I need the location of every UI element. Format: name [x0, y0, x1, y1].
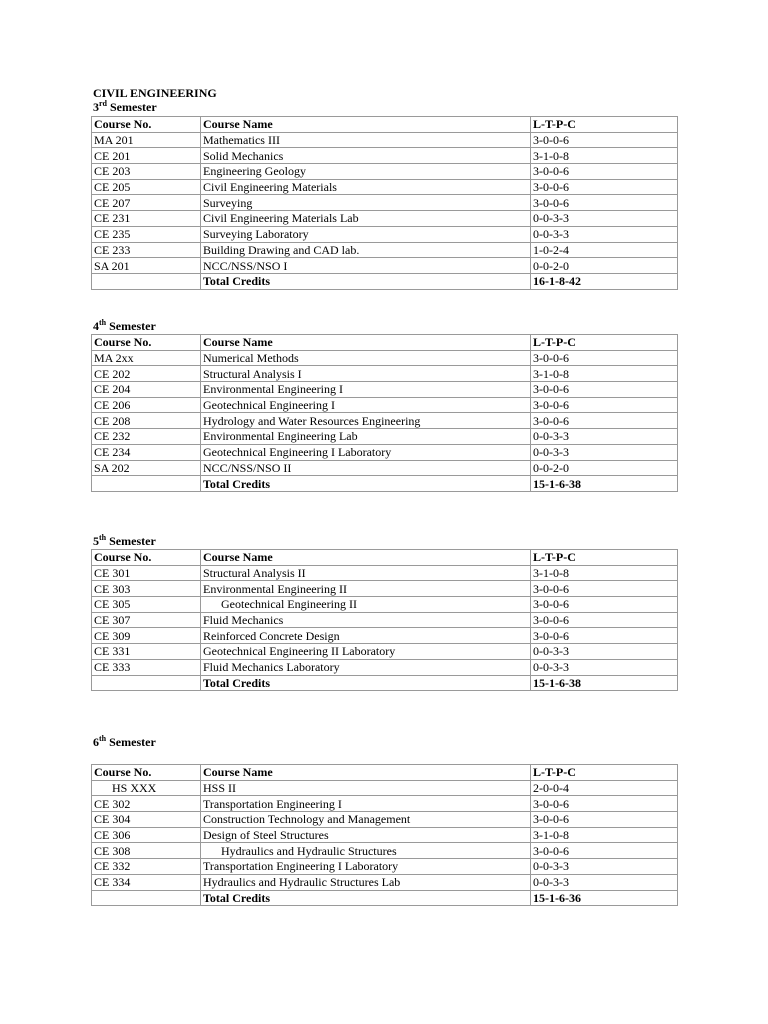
course-name: Building Drawing and CAD lab.	[201, 242, 531, 258]
ltpc: 1-0-2-4	[531, 242, 678, 258]
total-label: Total Credits	[201, 476, 531, 492]
course-name: Reinforced Concrete Design	[201, 628, 531, 644]
total-label: Total Credits	[201, 675, 531, 691]
semester-number: 5	[93, 534, 99, 548]
course-no: CE 207	[92, 195, 201, 211]
course-name: Geotechnical Engineering II	[201, 597, 531, 613]
course-name: Environmental Engineering Lab	[201, 429, 531, 445]
ltpc: 0-0-2-0	[531, 258, 678, 274]
table-row	[92, 796, 678, 812]
semester-label: Semester	[110, 100, 157, 114]
col-course-name: Course Name	[201, 335, 531, 351]
course-no: CE 331	[92, 644, 201, 660]
table-row	[92, 460, 678, 476]
table-row	[92, 780, 678, 796]
total-label: Total Credits	[201, 273, 531, 289]
col-course-no: Course No.	[92, 335, 201, 351]
course-name: Structural Analysis I	[201, 366, 531, 382]
semester-number: 6	[93, 735, 99, 749]
course-no: CE 202	[92, 366, 201, 382]
course-no: CE 205	[92, 179, 201, 195]
ltpc: 3-0-0-6	[531, 843, 678, 859]
table-row	[92, 612, 678, 628]
course-name: Solid Mechanics	[201, 148, 531, 164]
table-header-row	[92, 765, 678, 781]
col-course-no: Course No.	[92, 550, 201, 566]
course-name: Design of Steel Structures	[201, 827, 531, 843]
ltpc: 3-0-0-6	[531, 382, 678, 398]
table-row	[92, 827, 678, 843]
table-row	[92, 812, 678, 828]
total-row	[92, 675, 678, 691]
course-no: CE 301	[92, 565, 201, 581]
col-course-name: Course Name	[201, 765, 531, 781]
col-course-no: Course No.	[92, 765, 201, 781]
col-ltpc: L-T-P-C	[531, 117, 678, 133]
ltpc: 3-0-0-6	[531, 179, 678, 195]
ltpc: 0-0-3-3	[531, 644, 678, 660]
table-row	[92, 164, 678, 180]
table-row	[92, 350, 678, 366]
course-name: Civil Engineering Materials Lab	[201, 211, 531, 227]
ltpc: 3-1-0-8	[531, 148, 678, 164]
table-row	[92, 859, 678, 875]
total-label: Total Credits	[201, 890, 531, 906]
course-no: HS XXX	[92, 780, 201, 796]
course-no: CE 306	[92, 827, 201, 843]
col-course-no: Course No.	[92, 117, 201, 133]
table-row	[92, 429, 678, 445]
table-row	[92, 659, 678, 675]
course-name: Environmental Engineering I	[201, 382, 531, 398]
course-name: Construction Technology and Management	[201, 812, 531, 828]
ltpc: 3-0-0-6	[531, 413, 678, 429]
course-name: Fluid Mechanics Laboratory	[201, 659, 531, 675]
total-empty	[92, 890, 201, 906]
course-no: CE 201	[92, 148, 201, 164]
course-name: Fluid Mechanics	[201, 612, 531, 628]
course-no: CE 302	[92, 796, 201, 812]
semester-number: 4	[93, 319, 99, 333]
ltpc: 0-0-3-3	[531, 874, 678, 890]
semester-heading	[93, 735, 156, 749]
total-row	[92, 273, 678, 289]
course-no: CE 309	[92, 628, 201, 644]
semester-table	[91, 116, 678, 290]
table-row	[92, 843, 678, 859]
semester-heading	[93, 319, 156, 333]
table-header-row	[92, 550, 678, 566]
course-name: NCC/NSS/NSO II	[201, 460, 531, 476]
course-name: Surveying Laboratory	[201, 226, 531, 242]
ltpc: 2-0-0-4	[531, 780, 678, 796]
table-row	[92, 581, 678, 597]
semester-suffix: th	[99, 734, 107, 743]
total-empty	[92, 476, 201, 492]
table-row	[92, 382, 678, 398]
course-name: Numerical Methods	[201, 350, 531, 366]
table-row	[92, 179, 678, 195]
course-no: CE 303	[92, 581, 201, 597]
course-no: CE 235	[92, 226, 201, 242]
ltpc: 3-0-0-6	[531, 581, 678, 597]
semester-table	[91, 549, 678, 691]
col-course-name: Course Name	[201, 117, 531, 133]
ltpc: 3-0-0-6	[531, 350, 678, 366]
semester-heading	[93, 100, 157, 114]
table-row	[92, 644, 678, 660]
course-name: Hydraulics and Hydraulic Structures	[201, 843, 531, 859]
table-row	[92, 211, 678, 227]
semester-suffix: th	[99, 533, 107, 542]
ltpc: 3-0-0-6	[531, 796, 678, 812]
course-no: CE 307	[92, 612, 201, 628]
ltpc: 3-1-0-8	[531, 565, 678, 581]
course-name: HSS II	[201, 780, 531, 796]
table-row	[92, 148, 678, 164]
total-row	[92, 476, 678, 492]
course-no: MA 201	[92, 132, 201, 148]
ltpc: 3-0-0-6	[531, 612, 678, 628]
course-no: MA 2xx	[92, 350, 201, 366]
course-name: Civil Engineering Materials	[201, 179, 531, 195]
table-row	[92, 242, 678, 258]
ltpc: 3-0-0-6	[531, 132, 678, 148]
semester-table	[91, 764, 678, 906]
ltpc: 3-0-0-6	[531, 597, 678, 613]
table-row	[92, 226, 678, 242]
table-row	[92, 444, 678, 460]
course-name: Transportation Engineering I Laboratory	[201, 859, 531, 875]
table-header-row	[92, 335, 678, 351]
col-course-name: Course Name	[201, 550, 531, 566]
total-value: 15-1-6-38	[531, 476, 678, 492]
table-row	[92, 195, 678, 211]
ltpc: 3-1-0-8	[531, 827, 678, 843]
course-no: CE 206	[92, 397, 201, 413]
ltpc: 3-0-0-6	[531, 397, 678, 413]
ltpc: 0-0-3-3	[531, 211, 678, 227]
course-name: Surveying	[201, 195, 531, 211]
course-no: CE 231	[92, 211, 201, 227]
course-name: Hydraulics and Hydraulic Structures Lab	[201, 874, 531, 890]
course-name: Environmental Engineering II	[201, 581, 531, 597]
semester-number: 3	[93, 100, 99, 114]
table-row	[92, 366, 678, 382]
ltpc: 0-0-3-3	[531, 444, 678, 460]
course-no: CE 232	[92, 429, 201, 445]
ltpc: 0-0-3-3	[531, 429, 678, 445]
table-row	[92, 597, 678, 613]
table-row	[92, 132, 678, 148]
ltpc: 3-0-0-6	[531, 812, 678, 828]
semester-label: Semester	[109, 534, 156, 548]
course-no: CE 208	[92, 413, 201, 429]
semester-label: Semester	[109, 735, 156, 749]
ltpc: 0-0-2-0	[531, 460, 678, 476]
course-name: Geotechnical Engineering I	[201, 397, 531, 413]
page-title: CIVIL ENGINEERING	[93, 86, 217, 100]
table-row	[92, 565, 678, 581]
col-ltpc: L-T-P-C	[531, 765, 678, 781]
course-no: CE 332	[92, 859, 201, 875]
course-name: Hydrology and Water Resources Engineering	[201, 413, 531, 429]
ltpc: 3-0-0-6	[531, 628, 678, 644]
course-no: CE 333	[92, 659, 201, 675]
course-name: Mathematics III	[201, 132, 531, 148]
course-name: Structural Analysis II	[201, 565, 531, 581]
course-no: CE 233	[92, 242, 201, 258]
course-name: Transportation Engineering I	[201, 796, 531, 812]
course-no: CE 305	[92, 597, 201, 613]
total-empty	[92, 675, 201, 691]
ltpc: 0-0-3-3	[531, 659, 678, 675]
total-value: 15-1-6-38	[531, 675, 678, 691]
total-row	[92, 890, 678, 906]
course-no: CE 204	[92, 382, 201, 398]
ltpc: 0-0-3-3	[531, 859, 678, 875]
semester-heading	[93, 534, 156, 548]
semester-label: Semester	[109, 319, 156, 333]
semester-suffix: rd	[99, 99, 107, 108]
table-row	[92, 628, 678, 644]
course-no: SA 201	[92, 258, 201, 274]
course-no: SA 202	[92, 460, 201, 476]
col-ltpc: L-T-P-C	[531, 335, 678, 351]
course-name: Geotechnical Engineering II Laboratory	[201, 644, 531, 660]
course-no: CE 203	[92, 164, 201, 180]
semester-suffix: th	[99, 318, 107, 327]
table-header-row	[92, 117, 678, 133]
ltpc: 0-0-3-3	[531, 226, 678, 242]
course-no: CE 308	[92, 843, 201, 859]
ltpc: 3-1-0-8	[531, 366, 678, 382]
course-name: NCC/NSS/NSO I	[201, 258, 531, 274]
semester-table	[91, 334, 678, 492]
table-row	[92, 258, 678, 274]
table-row	[92, 413, 678, 429]
course-name: Geotechnical Engineering I Laboratory	[201, 444, 531, 460]
course-no: CE 304	[92, 812, 201, 828]
col-ltpc: L-T-P-C	[531, 550, 678, 566]
ltpc: 3-0-0-6	[531, 164, 678, 180]
total-value: 15-1-6-36	[531, 890, 678, 906]
table-row	[92, 397, 678, 413]
ltpc: 3-0-0-6	[531, 195, 678, 211]
course-no: CE 334	[92, 874, 201, 890]
total-value: 16-1-8-42	[531, 273, 678, 289]
course-no: CE 234	[92, 444, 201, 460]
table-row	[92, 874, 678, 890]
course-name: Engineering Geology	[201, 164, 531, 180]
total-empty	[92, 273, 201, 289]
